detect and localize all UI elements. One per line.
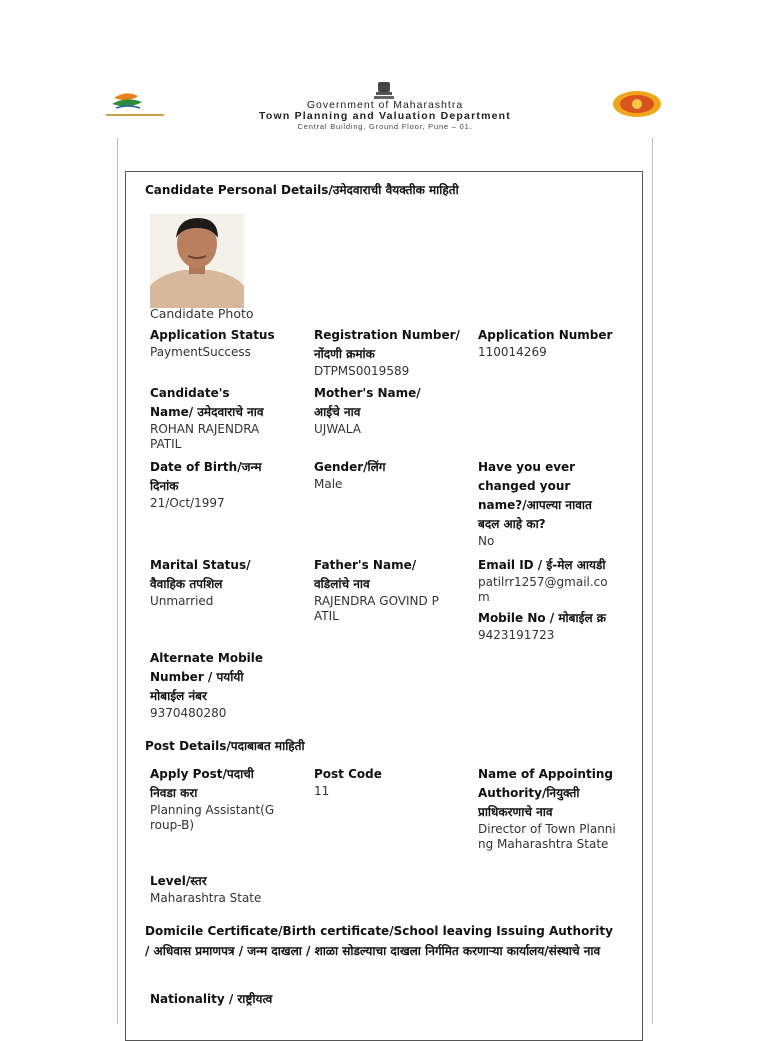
field-label: Email ID / ई-मेल आयडी xyxy=(478,558,606,572)
dob-field xyxy=(150,458,275,511)
field-label: Have you ever changed your name?/आपल्या नावात बदल आहे का? xyxy=(478,460,592,531)
nationality-field xyxy=(150,990,350,1009)
field-value: DTPMS0019589 xyxy=(314,364,410,378)
field-value: No xyxy=(478,534,495,548)
field-label: Apply Post/पदाची निवडा करा xyxy=(150,767,254,800)
gender-field xyxy=(314,458,474,492)
post-details-title: Post Details/पदाबाबत माहिती xyxy=(145,739,305,753)
candidate-name-field xyxy=(150,384,270,452)
field-value: 9370480280 xyxy=(150,706,227,720)
field-value: RAJENDRA GOVIND PATIL xyxy=(314,594,439,623)
field-value: patilrr1257@gmail.com xyxy=(478,575,608,604)
person-photo-icon xyxy=(150,214,244,308)
department-name: Town Planning and Valuation Department xyxy=(259,110,511,122)
field-label: Level/स्तर xyxy=(150,874,207,888)
alt-mobile-field xyxy=(150,649,275,721)
application-number-field xyxy=(478,326,618,360)
field-label: Alternate Mobile Number / पर्यायी मोबाईल नंबर xyxy=(150,651,264,703)
field-value: Male xyxy=(314,477,343,491)
field-value: ROHAN RAJENDRA PATIL xyxy=(150,422,260,451)
field-label: Application Status xyxy=(150,328,275,342)
department-address: Central Building, Ground Floor, Pune – 01. xyxy=(297,122,473,131)
marital-status-field xyxy=(150,556,260,609)
field-value: 21/Oct/1997 xyxy=(150,496,225,510)
candidate-photo xyxy=(150,214,244,308)
field-label: Post Code xyxy=(314,767,382,781)
right-rule xyxy=(652,138,653,1024)
domicile-title: Domicile Certificate/Birth certificate/School leaving Issuing Authority / अधिवास प्रमाणपत्र / जन्म दाखला / शाळा सोडल्याचा दाखला निर्गमित करणाऱ्या कार्यालय/संस्थाचे नाव xyxy=(145,924,613,958)
govt-name: Government of Maharashtra xyxy=(306,99,464,111)
swachh-logo-icon xyxy=(104,86,166,120)
field-value: Planning Assistant(Group-B) xyxy=(150,803,275,832)
mobile-value: 9423191723 xyxy=(478,628,555,642)
field-label: Application Number xyxy=(478,328,613,342)
field-label: Gender/लिंग xyxy=(314,460,386,474)
field-label: Registration Number/नोंदणी क्रमांक xyxy=(314,328,460,361)
registration-number-field xyxy=(314,326,474,379)
field-label: Mother's Name/ आईचे नाव xyxy=(314,386,421,419)
photo-caption: Candidate Photo xyxy=(150,306,254,321)
left-rule xyxy=(117,138,118,1024)
department-heading xyxy=(200,100,570,132)
field-value: Unmarried xyxy=(150,594,214,608)
letterhead xyxy=(0,76,768,136)
post-code-field xyxy=(314,765,474,799)
personal-details-title: Candidate Personal Details/उमेदवाराची वैयक्तीक माहिती xyxy=(145,183,459,197)
field-label: Date of Birth/जन्म दिनांक xyxy=(150,460,262,493)
field-label: Name of Appointing Authority/नियुक्ती प्राधिकरणाचे नाव xyxy=(478,767,613,819)
field-value: Maharashtra State xyxy=(150,891,262,905)
field-label: Candidate's Name/ उमेदवाराचे नाव xyxy=(150,386,264,419)
apply-post-field xyxy=(150,765,275,833)
field-value: UJWALA xyxy=(314,422,361,436)
field-value: PaymentSuccess xyxy=(150,345,251,359)
mother-name-field xyxy=(314,384,429,437)
mobile-label: Mobile No / मोबाईल क्र xyxy=(478,611,607,625)
field-value: 11 xyxy=(314,784,330,798)
field-label: Nationality / राष्ट्रीयत्व xyxy=(150,992,273,1006)
field-value: 110014269 xyxy=(478,345,547,359)
field-value: Director of Town Planning Maharashtra State xyxy=(478,822,616,851)
maharashtra-seal-icon xyxy=(612,90,662,118)
father-name-field xyxy=(314,556,439,624)
level-field xyxy=(150,872,310,906)
application-status-field xyxy=(150,326,310,360)
appointing-authority-field xyxy=(478,765,618,852)
email-field xyxy=(478,556,616,643)
field-label: Father's Name/ वडिलांचे नाव xyxy=(314,558,417,591)
field-label: Marital Status/ वैवाहिक तपशिल xyxy=(150,558,251,591)
name-change-field xyxy=(478,458,608,549)
